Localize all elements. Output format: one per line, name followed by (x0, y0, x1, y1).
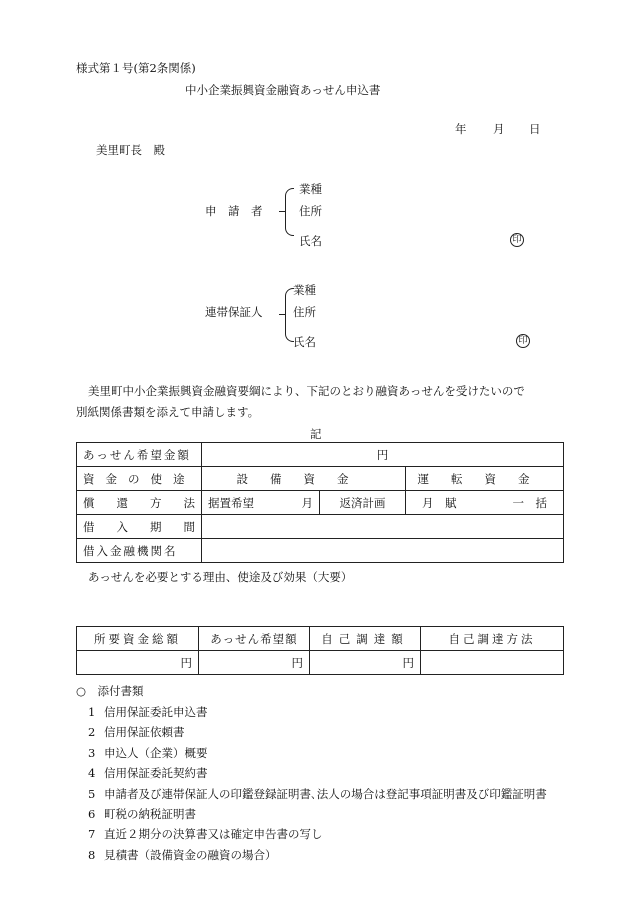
guarantor-address-label: 住所 (293, 305, 316, 319)
loan-detail-table (76, 442, 564, 563)
period-label-cell (77, 515, 217, 539)
attachment-number: 4 (88, 766, 96, 781)
form-title: 中小企業振興資金融資あっせん申込書 (185, 83, 381, 97)
self-yen: 円 (402, 655, 414, 670)
hope-value-cell[interactable] (199, 651, 310, 675)
attachment-number: 6 (88, 807, 96, 821)
amount-label-cell (77, 443, 202, 467)
period-value-cell[interactable] (202, 515, 564, 539)
bank-value-cell[interactable] (202, 539, 564, 563)
funding-header-row (77, 627, 564, 651)
deferment-label: 据置希望 (208, 495, 254, 510)
amount-label: あっせん希望金額 (83, 447, 191, 462)
repay-label: 償還方法 (83, 495, 217, 510)
period-label: 借入期間 (83, 519, 217, 534)
funding-value-row (77, 651, 564, 675)
plan-cell (320, 491, 406, 515)
bank-label: 借入金融機関名 (83, 543, 178, 558)
usage-label-cell (77, 467, 202, 491)
reason-label: あっせんを必要とする理由、使途及び効果（大要） (88, 570, 353, 584)
hope-yen: 円 (291, 655, 303, 670)
header-hope-cell (199, 627, 310, 651)
ki-heading: 記 (310, 427, 322, 441)
attachment-item (88, 765, 208, 781)
guarantor-seal-icon: 印 (516, 334, 530, 348)
header-total: 所要資金総額 (94, 631, 181, 646)
attachment-item (88, 745, 208, 761)
attachment-item (88, 786, 547, 802)
usage-operating: 運転資金 (417, 471, 552, 486)
attachment-number: 1 (88, 705, 96, 719)
applicant-brace (285, 188, 294, 236)
header-self-cell (310, 627, 421, 651)
attachment-text: 町税の納税証明書 (104, 807, 196, 821)
total-yen: 円 (180, 655, 192, 670)
amount-yen: 円 (376, 447, 389, 462)
guarantor-name-label: 氏名 (293, 335, 316, 349)
funding-table (76, 626, 564, 675)
attachment-text: 申込人（企業）概要 (104, 745, 208, 760)
intro-line-2: 別紙関係書類を添えて申請します。 (76, 405, 260, 419)
period-row (77, 515, 564, 539)
attachment-item (88, 806, 196, 822)
amount-value-cell[interactable] (202, 443, 564, 467)
repay-method-cell[interactable] (406, 491, 564, 515)
guarantor-label: 連帯保証人 (205, 305, 263, 319)
lump-option: 一 括 (512, 495, 548, 510)
applicant-seal-icon: 印 (510, 233, 524, 247)
guarantor-brace-tip (279, 314, 285, 315)
usage-operating-cell[interactable] (406, 467, 564, 491)
repay-label-cell (77, 491, 217, 515)
attachment-item (88, 704, 208, 720)
attachment-number: 5 (88, 786, 96, 801)
attachment-text: 信用保証委託申込書 (104, 705, 208, 719)
date-month-label: 月 (493, 122, 505, 136)
header-hope: あっせん希望額 (210, 631, 298, 646)
amount-row (77, 443, 564, 467)
intro-line-1: 美里町中小企業振興資金融資要綱により、下記のとおり融資あっせんを受けたいので (88, 384, 525, 398)
usage-row (77, 467, 564, 491)
attachment-item (88, 847, 277, 863)
bank-label-cell (77, 539, 202, 563)
deferment-cell[interactable] (202, 491, 320, 515)
date-day-label: 日 (529, 122, 541, 136)
repay-row (77, 491, 564, 515)
header-method-cell (421, 627, 564, 651)
attachment-text: 見積書（設備資金の融資の場合） (104, 847, 277, 862)
attachments-heading: ○ 添付書類 (76, 684, 144, 698)
applicant-name-label: 氏名 (299, 234, 322, 248)
deferment-month: 月 (301, 495, 313, 510)
monthly-option: 月 賦 (422, 495, 457, 510)
date-year-label: 年 (455, 122, 467, 136)
attachment-number: 8 (88, 847, 96, 862)
attachment-number: 3 (88, 745, 96, 760)
applicant-label: 申 請 者 (205, 204, 263, 218)
attachment-text: 信用保証依頼書 (104, 725, 185, 740)
header-self: 自己調達額 (321, 631, 409, 646)
usage-label: 資金の使途 (83, 471, 196, 486)
attachment-number: 7 (88, 827, 96, 842)
bank-row (77, 539, 564, 563)
attachment-item (88, 724, 185, 740)
attachment-item (88, 826, 323, 842)
plan-label: 返済計画 (339, 495, 386, 510)
usage-equipment-cell[interactable] (202, 467, 406, 491)
method-value-cell[interactable] (421, 651, 564, 675)
self-value-cell[interactable] (310, 651, 421, 675)
applicant-address-label: 住所 (299, 204, 322, 218)
attachment-number: 2 (88, 725, 96, 740)
guarantor-industry-label: 業種 (293, 283, 316, 297)
attachment-text: 直近２期分の決算書又は確定申告書の写し (104, 827, 323, 842)
addressee: 美里町長 殿 (96, 143, 165, 157)
total-value-cell[interactable] (77, 651, 199, 675)
header-method: 自己調達方法 (448, 631, 536, 646)
attachment-text: 申請者及び連帯保証人の印鑑登録証明書､法人の場合は登記事項証明書及び印鑑証明書 (104, 786, 547, 801)
usage-equipment: 設備資金 (236, 471, 371, 486)
applicant-industry-label: 業種 (299, 182, 322, 196)
applicant-brace-tip (279, 211, 285, 212)
attachment-text: 信用保証委託契約書 (104, 766, 208, 781)
header-total-cell (77, 627, 199, 651)
form-number: 様式第１号(第2条関係) (76, 61, 196, 75)
